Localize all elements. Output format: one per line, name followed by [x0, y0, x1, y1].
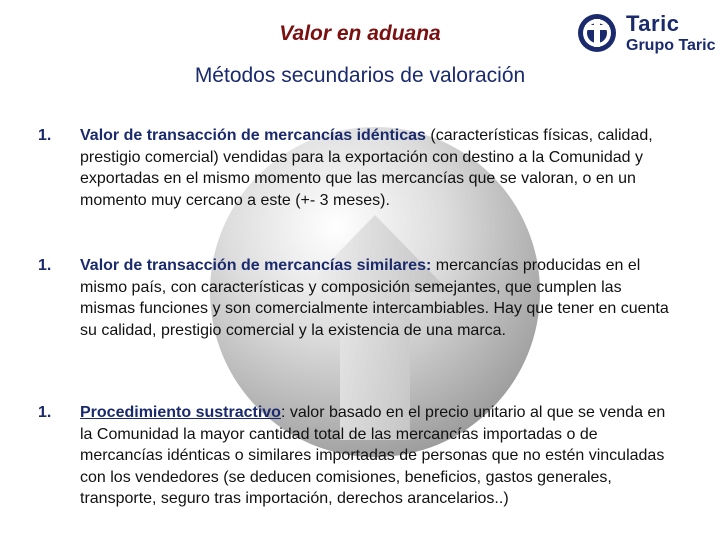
slide-title: Valor en aduana [279, 22, 441, 45]
item-text [80, 255, 680, 341]
slide-subtitle: Métodos secundarios de valoración [194, 64, 526, 87]
taric-logo [576, 8, 720, 60]
item-body: (características físicas, calidad, prestigio comercial) vendidas para la exportación con destino a la Comunidad y exportadas en el mismo momento que las mercancías que se valoran, o en un momento muy cercano a este (+- 3 meses). [80, 127, 653, 209]
item-number: 1. [38, 127, 52, 144]
item-text [80, 402, 680, 510]
item-body: mercancías producidas en el mismo país, con características y composición semejantes, que cumplen las mismas funciones y son comercialmente intercambiables. Hay que tener en cuenta su calidad, prestigio comercial y la existencia de una marca. [80, 257, 669, 339]
item-heading: Valor de transacción de mercancías idénticas [80, 127, 426, 144]
logo-name: Taric [626, 11, 680, 36]
item-text [80, 125, 680, 211]
logo-subtitle: Grupo Taric [626, 37, 716, 54]
item-number: 1. [38, 404, 52, 421]
item-body: : valor basado en el precio unitario al que se venda en la Comunidad la mayor cantidad total de las mercancías importadas o de mercancías idénticas o similares importadas de personas que no estén vinculadas con los vendedores (se deducen comisiones, beneficios, gastos generales, transporte, seguro tras importación, derechos arancelarios..) [80, 404, 666, 507]
item-heading: Valor de transacción de mercancías similares: [80, 257, 432, 274]
item-heading: Procedimiento sustractivo [80, 404, 281, 421]
item-number: 1. [38, 257, 52, 274]
taric-logo-icon [576, 12, 618, 54]
